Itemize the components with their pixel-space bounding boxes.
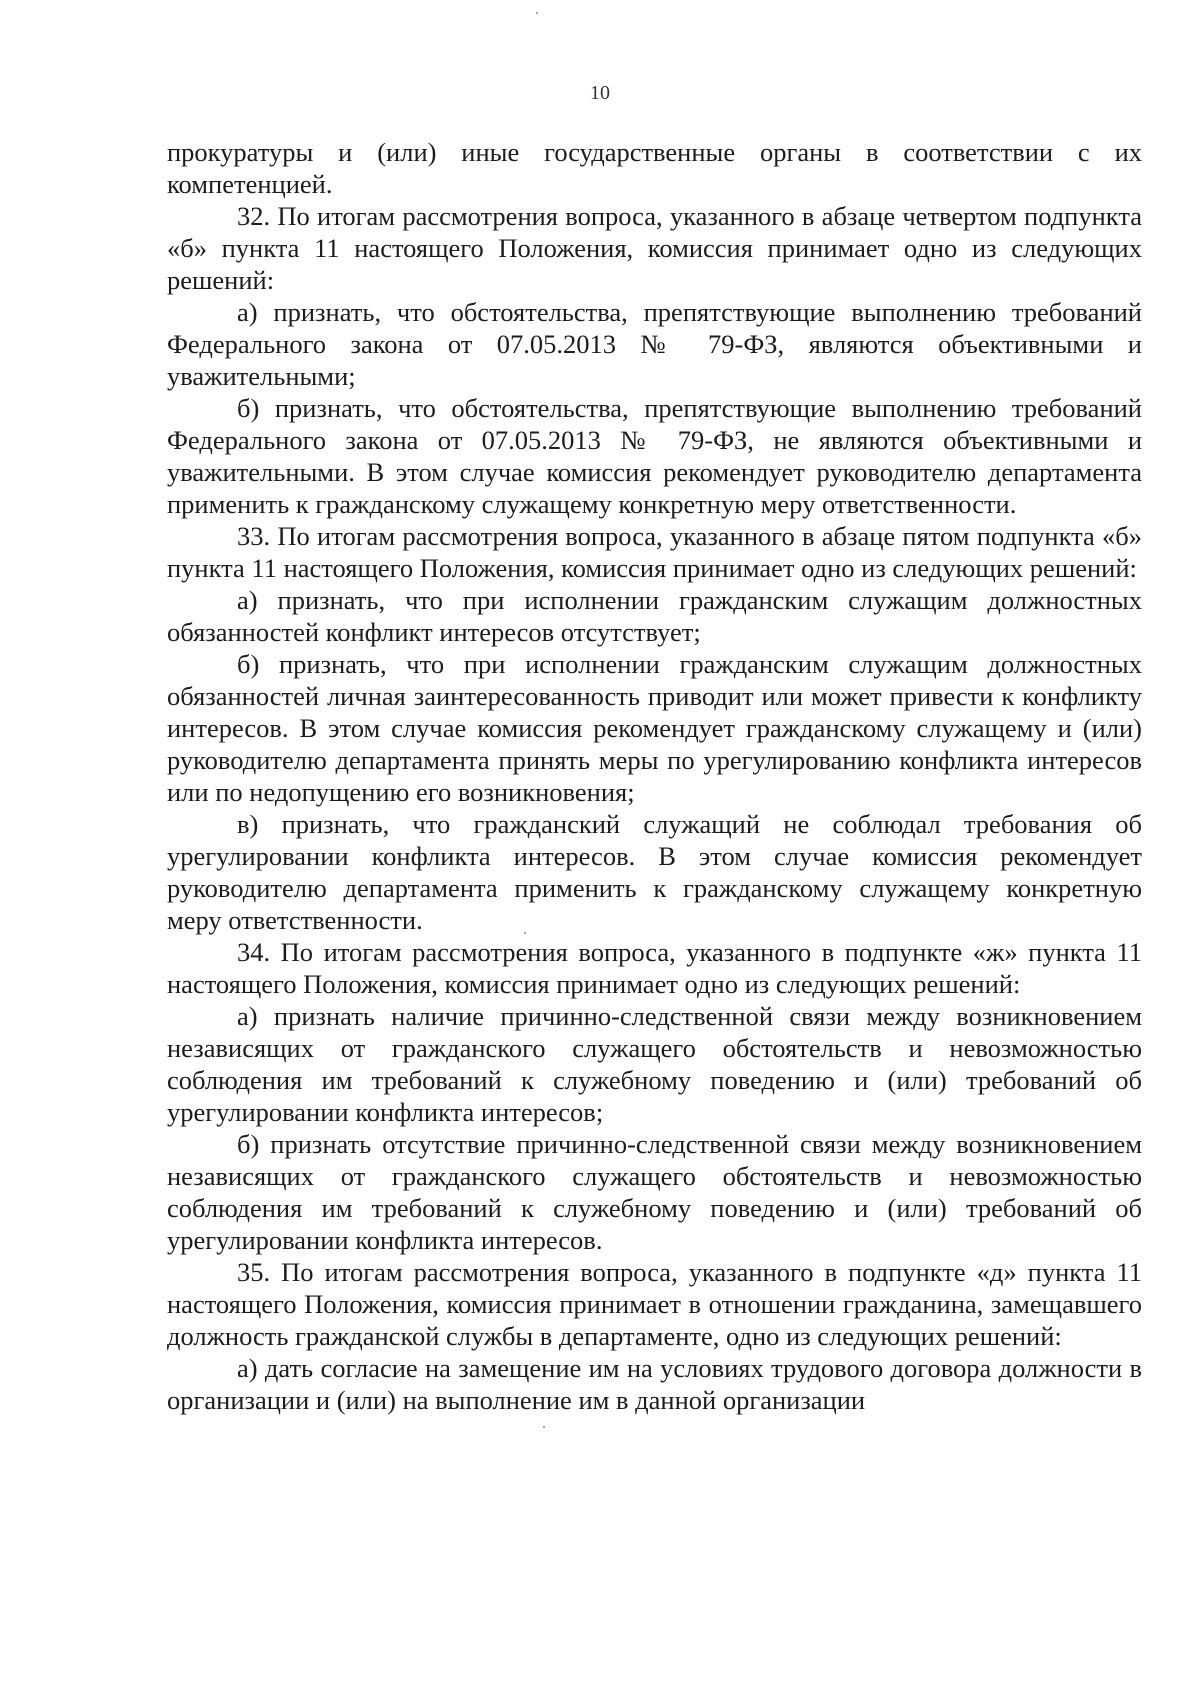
paragraph: б) признать, что при исполнении гражданским служащим должностных обязанностей личная заинтересованность приводит или может привести к конфликту интересов. В этом случае комиссия рекомендует гражданскому служащему и (или) руководителю департамента принять меры по урегулированию конфликта интересов или по недопущению его возникновения;: [167, 649, 1142, 807]
paragraph: в) признать, что гражданский служащий не соблюдал требования об урегулировании конфликта интересов. В этом случае комиссия рекомендует руководителю департамента применить к гражданскому служащему конкретную меру ответственности.: [167, 809, 1142, 935]
scan-speck: [536, 12, 538, 14]
paragraph: прокуратуры и (или) иные государственные органы в соответствии с их компетенцией.: [167, 137, 1142, 199]
paragraph: а) признать наличие причинно-следственной связи между возникновением независящих от гражданского служащего обстоятельств и невозможностью соблюдения им требований к служебному поведению и (или) требований об урегулировании конфликта интересов;: [167, 1001, 1142, 1127]
paragraph: а) признать, что обстоятельства, препятствующие выполнению требований Федерального закона от 07.05.2013 № 79-ФЗ, являются объективными и уважительными;: [167, 297, 1142, 391]
paragraph: а) дать согласие на замещение им на условиях трудового договора должности в организации и (или) на выполнение им в данной организации: [167, 1353, 1142, 1415]
paragraph: 35. По итогам рассмотрения вопроса, указанного в подпункте «д» пункта 11 настоящего Положения, комиссия принимает в отношении гражданина, замещавшего должность гражданской службы в департаменте, одно из следующих решений:: [167, 1257, 1142, 1351]
paragraph: б) признать отсутствие причинно-следственной связи между возникновением независящих от гражданского служащего обстоятельств и невозможностью соблюдения им требований к служебному поведению и (или) требований об урегулировании конфликта интересов.: [167, 1129, 1142, 1255]
scan-speck: [543, 1426, 545, 1428]
document-body: [167, 136, 1142, 1416]
paragraph: 34. По итогам рассмотрения вопроса, указанного в подпункте «ж» пункта 11 настоящего Положения, комиссия принимает одно из следующих решений:: [167, 937, 1142, 999]
page-number: 10: [590, 82, 610, 104]
paragraph: а) признать, что при исполнении гражданским служащим должностных обязанностей конфликт интересов отсутствует;: [167, 585, 1142, 647]
paragraph: 33. По итогам рассмотрения вопроса, указанного в абзаце пятом подпункта «б» пункта 11 настоящего Положения, комиссия принимает одно из следующих решений:: [167, 521, 1142, 583]
paragraph: б) признать, что обстоятельства, препятствующие выполнению требований Федерального закона от 07.05.2013 № 79-ФЗ, не являются объективными и уважительными. В этом случае комиссия рекомендует руководителю департамента применить к гражданскому служащему конкретную меру ответственности.: [167, 393, 1142, 519]
paragraph: 32. По итогам рассмотрения вопроса, указанного в абзаце четвертом подпункта «б» пункта 11 настоящего Положения, комиссия принимает одно из следующих решений:: [167, 201, 1142, 295]
